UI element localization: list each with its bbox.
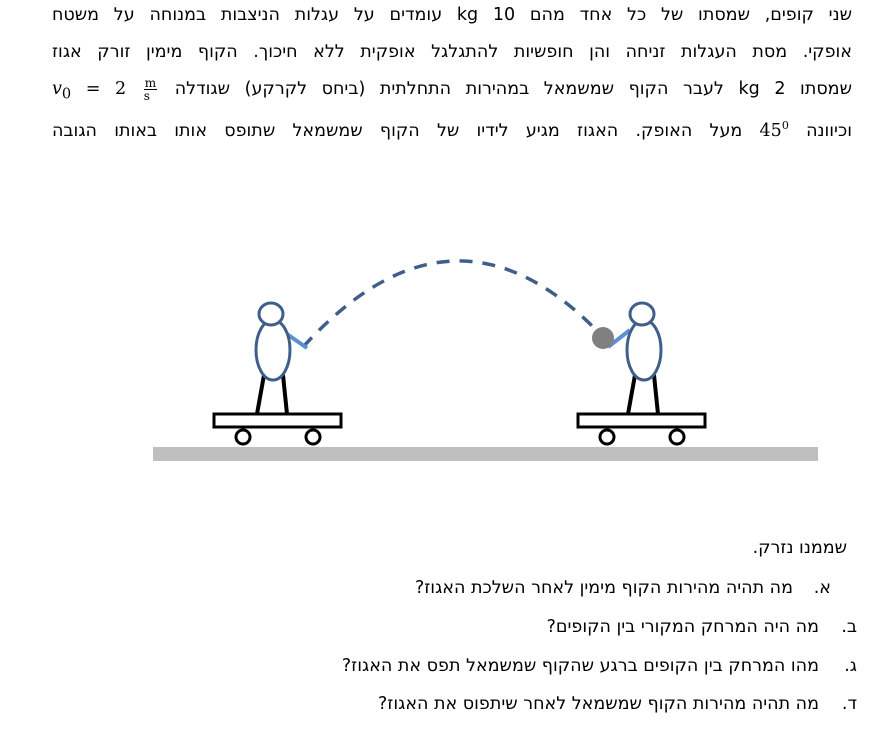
ground-surface [153, 447, 818, 461]
question-b-letter: ב. [841, 617, 857, 637]
question-d [378, 694, 857, 714]
question-b [547, 617, 857, 637]
intro-line-1: שני קופים, שמסתו של כל אחד מהם 10 kg עומדים על עגלות הניצבות במנוחה על משטח [52, 5, 852, 25]
question-d-letter: ד. [841, 694, 857, 714]
angle-value: 45 [759, 120, 782, 141]
right-monkey [592, 303, 661, 414]
velocity-unit-fraction [144, 77, 157, 102]
left-monkey-arm [284, 332, 307, 348]
velocity-equals: = 2 [71, 79, 141, 99]
intro-line-3 [52, 76, 852, 113]
right-monkey-arm [608, 330, 630, 347]
right-monkey-head [630, 303, 654, 325]
question-c [342, 656, 857, 676]
velocity-subscript: 0 [61, 85, 72, 103]
left-monkey-head [259, 303, 283, 325]
nut-trajectory [303, 261, 603, 347]
angle-degree-mark: 0 [781, 119, 789, 132]
intro-line-4-start: וכיוונה [806, 120, 852, 141]
left-monkey [256, 303, 307, 414]
intro-line-3-text: שמסתו 2 kg לעבר הקוף שמשמאל במהירות התחלתית (ביחס לקרקע) שגודלה [174, 79, 852, 99]
angle-expression [760, 121, 789, 141]
right-cart [578, 414, 705, 444]
nut [592, 327, 614, 349]
question-c-letter: ג. [844, 656, 857, 676]
velocity-unit-denominator: s [143, 88, 150, 103]
left-cart-wheel-right [306, 430, 320, 444]
question-a [415, 578, 831, 598]
question-b-text: מה היה המרחק המקורי בין הקופים? [546, 617, 819, 637]
problem-paragraph [52, 2, 852, 150]
velocity-symbol: v [52, 79, 62, 99]
velocity-expression [52, 75, 160, 103]
right-cart-wheel-right [670, 430, 684, 444]
velocity-unit-numerator: m [144, 75, 157, 90]
intro-line-4-end: מעל האופק. האגוז מגיע לידיו של הקוף שמשמאל שתופס אותו באותו הגובה [52, 120, 743, 141]
question-a-text: מה תהיה מהירות הקוף מימין לאחר השלכת האגוז? [414, 578, 793, 598]
intro-line-4 [52, 113, 852, 150]
question-a-letter: א. [813, 578, 831, 598]
right-monkey-body [627, 320, 661, 380]
question-c-text: מהו המרחק בין הקופים ברגע שהקוף שמשמאל תפס את האגוז? [341, 656, 819, 676]
question-d-text: מה תהיה מהירות הקוף שמשמאל לאחר שיתפוס את האגוז? [378, 694, 819, 714]
left-cart [214, 414, 341, 444]
intro-line-2: אופקי. מסת העגלות זניחה והן חופשיות להתגלגל אופקית ללא חיכוך. הקוף מימין זורק אגוז [52, 42, 852, 62]
continuation-text: שממנו נזרק. [752, 538, 847, 558]
right-cart-wheel-left [600, 430, 614, 444]
left-monkey-body [256, 320, 290, 380]
left-cart-wheel-left [236, 430, 250, 444]
